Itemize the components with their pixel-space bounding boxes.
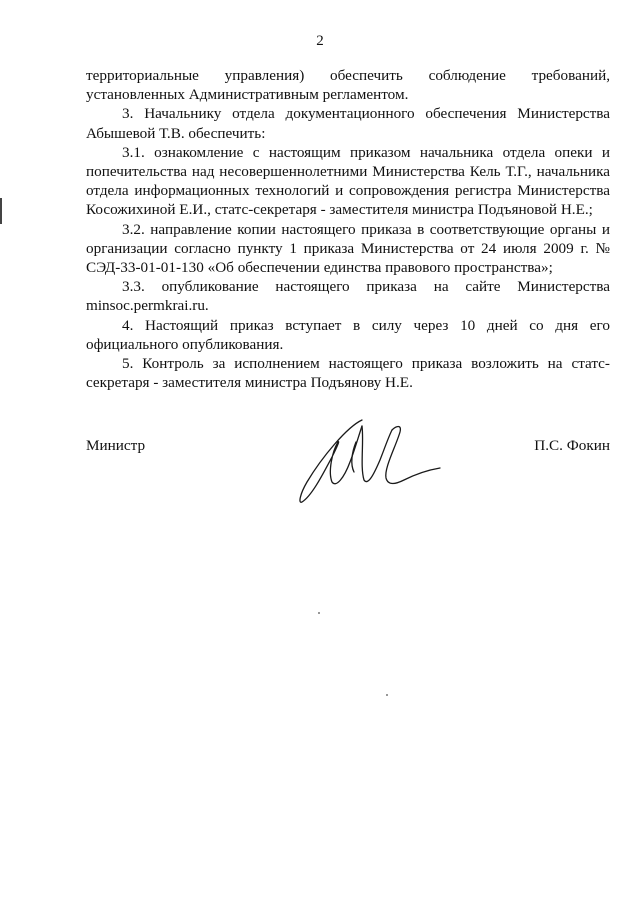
document-body bbox=[86, 66, 610, 392]
paragraph-item-3-2: 3.2. направление копии настоящего приказа в соответствующие органы и организации согласно пункту 1 приказа Министерства от 24 июля 2009 г. № СЭД-33-01-01-130 «Об обеспечении единства правового пространства»; bbox=[86, 220, 610, 277]
signer-title: Министр bbox=[86, 437, 146, 454]
scan-dot bbox=[318, 612, 320, 614]
paragraph-item-3: 3. Начальнику отдела документационного обеспечения Министерства Абышевой Т.В. обеспечить: bbox=[86, 105, 610, 142]
paragraph-continuation: территориальные управления) обеспечить соблюдение требований, установленных Административным регламентом. bbox=[86, 67, 610, 104]
paragraph-item-3-3: 3.3. опубликование настоящего приказа на сайте Министерства minsoc.permkrai.ru. bbox=[86, 278, 610, 315]
handwritten-signature bbox=[292, 412, 442, 512]
paragraph-item-4: 4. Настоящий приказ вступает в силу через 10 дней со дня его официального опубликования. bbox=[86, 316, 610, 353]
paragraph-item-5: 5. Контроль за исполнением настоящего приказа возложить на статс-секретаря - заместителя министра Подъянову Н.Е. bbox=[86, 355, 610, 392]
paragraph-item-3-1: 3.1. ознакомление с настоящим приказом начальника отдела опеки и попечительства над несовершеннолетними Министерства Кель Т.Г., начальника отдела информационных технологий и сопровождения регистра Министерства Косожихиной Е.И., статс-секретаря - заместителя министра Подъяновой Н.Е.; bbox=[86, 143, 610, 219]
page-number: 2 bbox=[316, 33, 324, 49]
scan-edge-mark bbox=[0, 198, 2, 224]
scan-dot bbox=[386, 694, 388, 696]
signer-name: П.С. Фокин bbox=[534, 437, 610, 454]
